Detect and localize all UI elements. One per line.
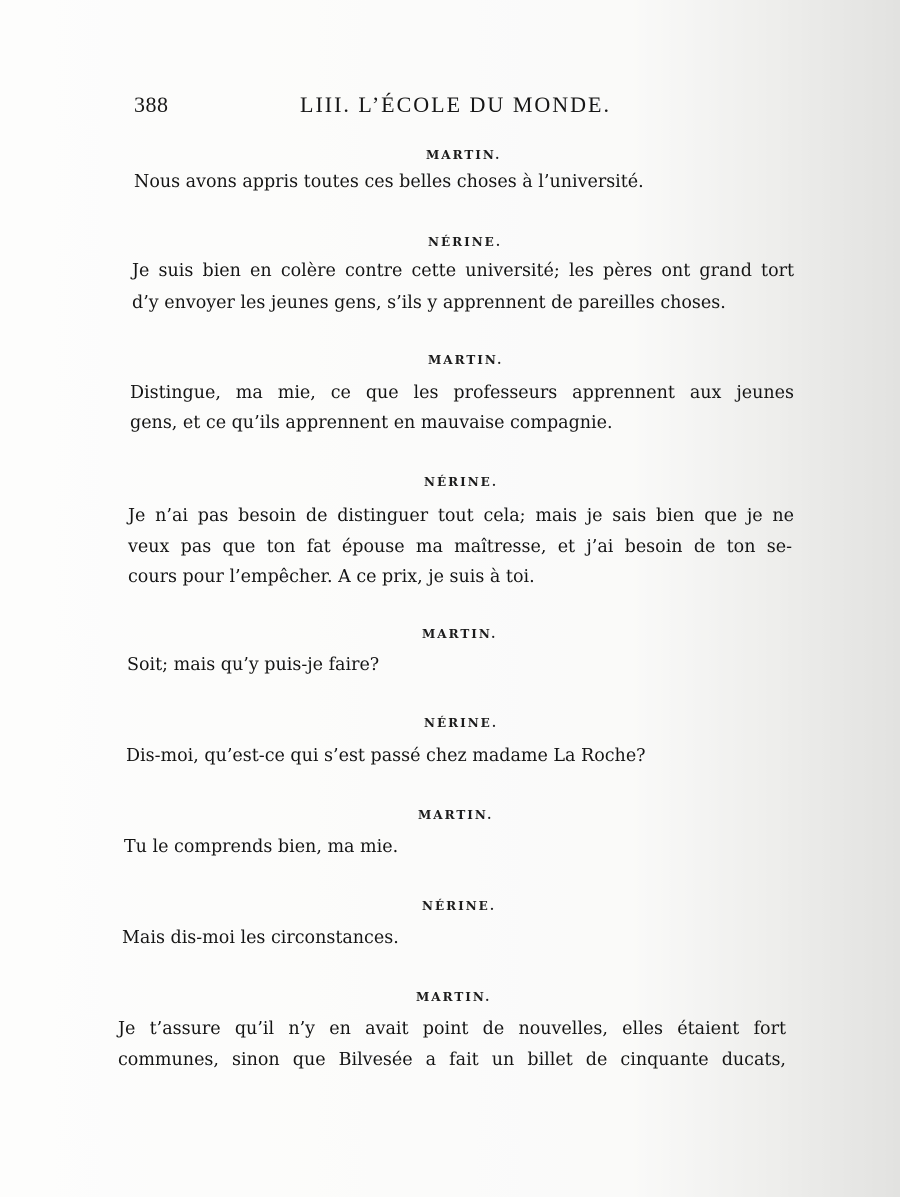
speaker-name: NÉRINE. xyxy=(428,235,502,249)
speaker-name: MARTIN. xyxy=(426,148,502,162)
running-header xyxy=(134,92,794,128)
dialogue-line: d’y envoyer les jeunes gens, s’ils y apprennent de pareilles choses. xyxy=(132,293,726,313)
dialogue-line: Mais dis-moi les circonstances. xyxy=(122,928,399,948)
dialogue-line: Tu le comprends bien, ma mie. xyxy=(124,837,399,857)
page-number: 388 xyxy=(134,92,169,117)
dialogue-line: Je t’assure qu’il n’y en avait point de nouvelles, elles étaient fort xyxy=(118,1019,786,1039)
speaker-name: MARTIN. xyxy=(418,808,494,822)
dialogue-line: Distingue, ma mie, ce que les professeurs apprennent aux jeunes xyxy=(130,383,794,403)
dialogue-line: Dis-moi, qu’est-ce qui s’est passé chez madame La Roche? xyxy=(126,746,646,766)
running-title: LIII. L’ÉCOLE DU MONDE. xyxy=(300,92,611,117)
dialogue-line: communes, sinon que Bilvesée a fait un billet de cinquante ducats, xyxy=(118,1050,786,1070)
dialogue-line: cours pour l’empêcher. A ce prix, je suis à toi. xyxy=(128,567,535,587)
speaker-name: NÉRINE. xyxy=(424,716,498,730)
dialogue-line: Je suis bien en colère contre cette université; les pères ont grand tort xyxy=(132,261,794,281)
speaker-name: NÉRINE. xyxy=(424,475,498,489)
dialogue-line: gens, et ce qu’ils apprennent en mauvaise compagnie. xyxy=(130,413,613,433)
speaker-name: MARTIN. xyxy=(428,353,504,367)
speaker-name: NÉRINE. xyxy=(422,899,496,913)
dialogue-line: Nous avons appris toutes ces belles choses à l’université. xyxy=(134,172,644,192)
dialogue-line: Soit; mais qu’y puis-je faire? xyxy=(127,655,380,675)
speaker-name: MARTIN. xyxy=(422,627,498,641)
dialogue-line: veux pas que ton fat épouse ma maîtresse, et j’ai besoin de ton se- xyxy=(128,537,792,557)
speaker-name: MARTIN. xyxy=(416,990,492,1004)
dialogue-line: Je n’ai pas besoin de distinguer tout cela; mais je sais bien que je ne xyxy=(128,506,794,526)
